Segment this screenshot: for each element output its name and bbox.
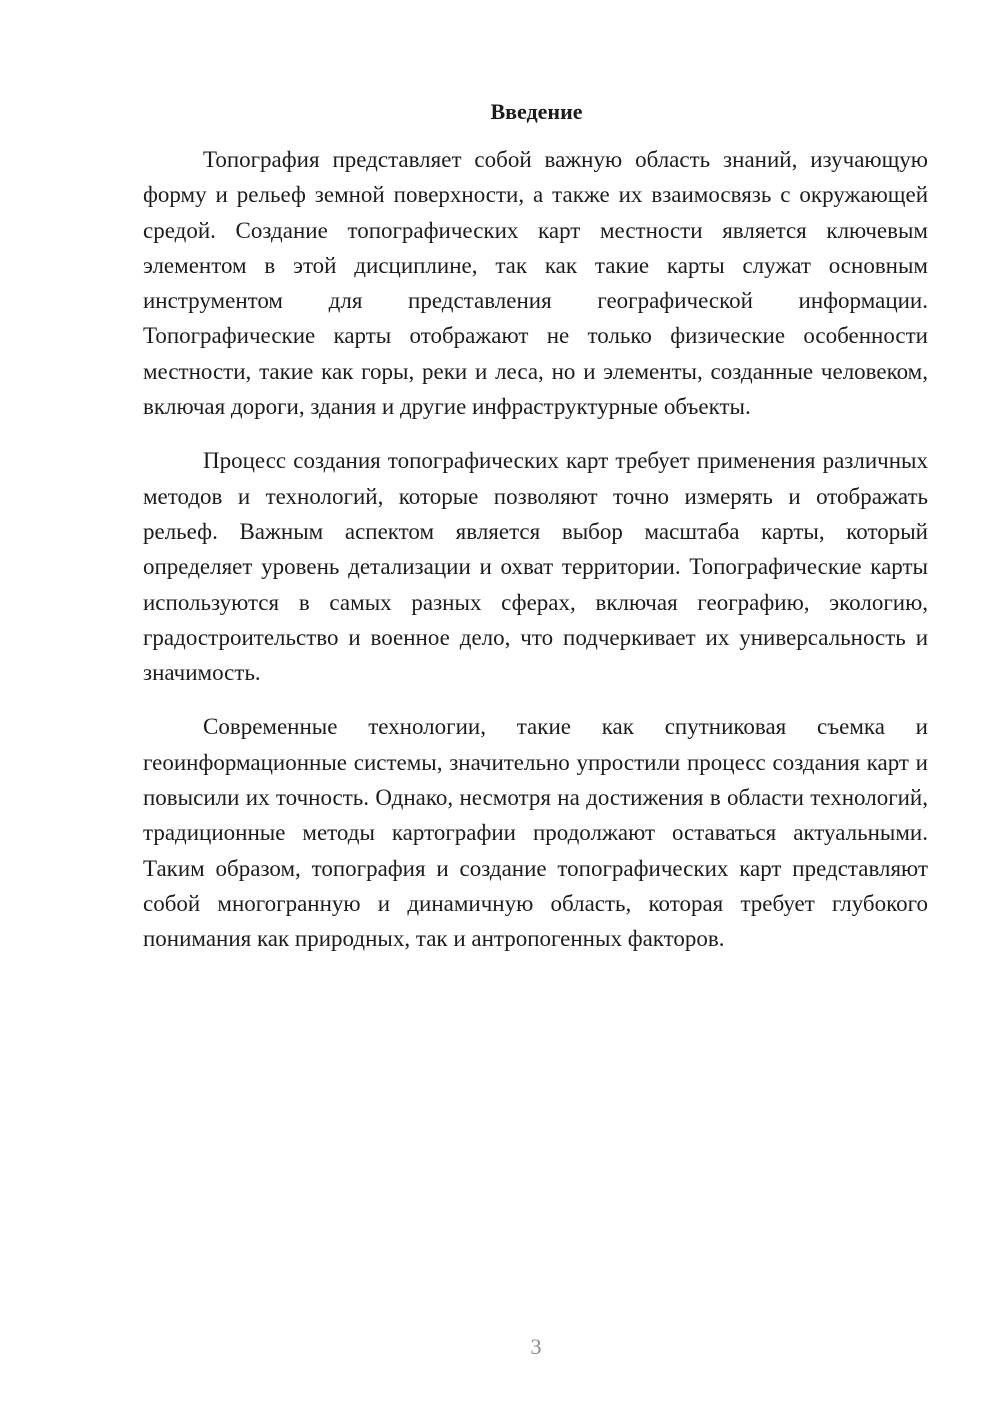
section-title: Введение xyxy=(490,99,583,124)
page-number: 3 xyxy=(530,1334,542,1359)
paragraph-2: Процесс создания топографических карт требует применения различных методов и технологий, которые позволяют точно измерять и отображать рельеф. Важным аспектом является выбор масштаба карты, который определяет уровень детализации и охват территории. Топографические карты используются в самых разных сферах, включая географию, экологию, градостроительство и военное дело, что подчеркивает их универсальность и значимость. xyxy=(143,448,928,686)
document-body xyxy=(143,97,928,957)
paragraph-1: Топография представляет собой важную область знаний, изучающую форму и рельеф земной поверхности, а также их взаимосвязь с окружающей средой. Создание топографических карт местности является ключевым элементом в этой дисциплине, так как такие карты служат основным инструментом для представления географической информации. Топографические карты отображают не только физические особенности местности, такие как горы, реки и леса, но и элементы, созданные человеком, включая дороги, здания и другие инфраструктурные объекты. xyxy=(143,147,928,420)
paragraph-3: Современные технологии, такие как спутниковая съемка и геоинформационные системы, значительно упростили процесс создания карт и повысили их точность. Однако, несмотря на достижения в области технологий, традиционные методы картографии продолжают оставаться актуальными. Таким образом, топография и создание топографических карт представляют собой многогранную и динамичную область, которая требует глубокого понимания как природных, так и антропогенных факторов. xyxy=(143,714,928,952)
